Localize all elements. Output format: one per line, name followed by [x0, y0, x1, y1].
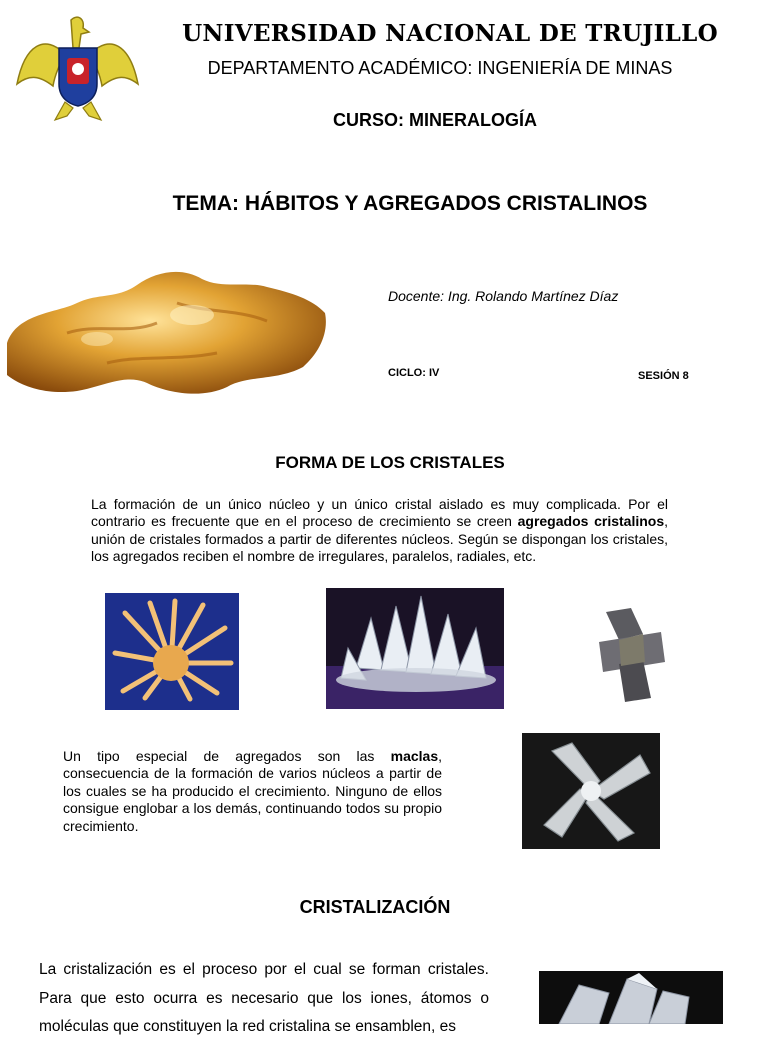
paragraph-text: , consecuencia de la formación de varios núcleos a partir de los cuales se ha producido el crecimiento. Ninguno de ellos consigue englobar a los demás, continuando todos su propio crecimiento.: [63, 748, 442, 834]
radial-aggregate-image: [105, 593, 239, 710]
section-heading-forma: FORMA DE LOS CRISTALES: [275, 453, 505, 472]
course-title: CURSO: MINERALOGÍA: [333, 110, 537, 130]
paragraph-text: Un tipo especial de agregados son las: [63, 748, 391, 764]
twinned-quartz-image: [522, 733, 660, 849]
quartz-cluster-image: [326, 588, 504, 709]
department: DEPARTAMENTO ACADÉMICO: INGENIERÍA DE MINAS: [207, 58, 673, 78]
cycle-label: CICLO: IV: [388, 367, 440, 379]
twinned-crystal-image: [591, 604, 669, 704]
paragraph-cristalizacion: La cristalización es el proceso por el cual se forman cristales. Para que esto ocurra es necesario que los iones, átomos o moléculas que constituyen la red cristalina se ensamblen, es: [39, 961, 489, 1035]
gold-nugget-image: [7, 263, 327, 403]
crystal-photo-image: [539, 971, 723, 1024]
paragraph-bold-term: agregados cristalinos: [517, 513, 665, 530]
paragraph-forma: [91, 496, 668, 566]
section-heading-cristalizacion: CRISTALIZACIÓN: [299, 897, 451, 917]
session-label: SESIÓN 8: [638, 370, 689, 382]
university-logo: [15, 14, 140, 126]
teacher-name: Docente: Ing. Rolando Martínez Díaz: [388, 288, 619, 304]
paragraph-text: La formación de un único núcleo y un único cristal aislado es muy complicada. Por el contrario es frecuente que en el proceso de crecimiento se creen: [91, 496, 668, 530]
paragraph-text: , unión de cristales formados a partir de diferentes núcleos. Según se dispongan los cristales, los agregados reciben el nombre de irregulares, paralelos, radiales, etc.: [91, 513, 668, 565]
paragraph-maclas: [63, 748, 442, 835]
topic-title: TEMA: HÁBITOS Y AGREGADOS CRISTALINOS: [172, 192, 648, 215]
paragraph-bold-term: maclas: [390, 748, 439, 764]
university-name: UNIVERSIDAD NACIONAL DE TRUJILLO: [182, 20, 718, 47]
